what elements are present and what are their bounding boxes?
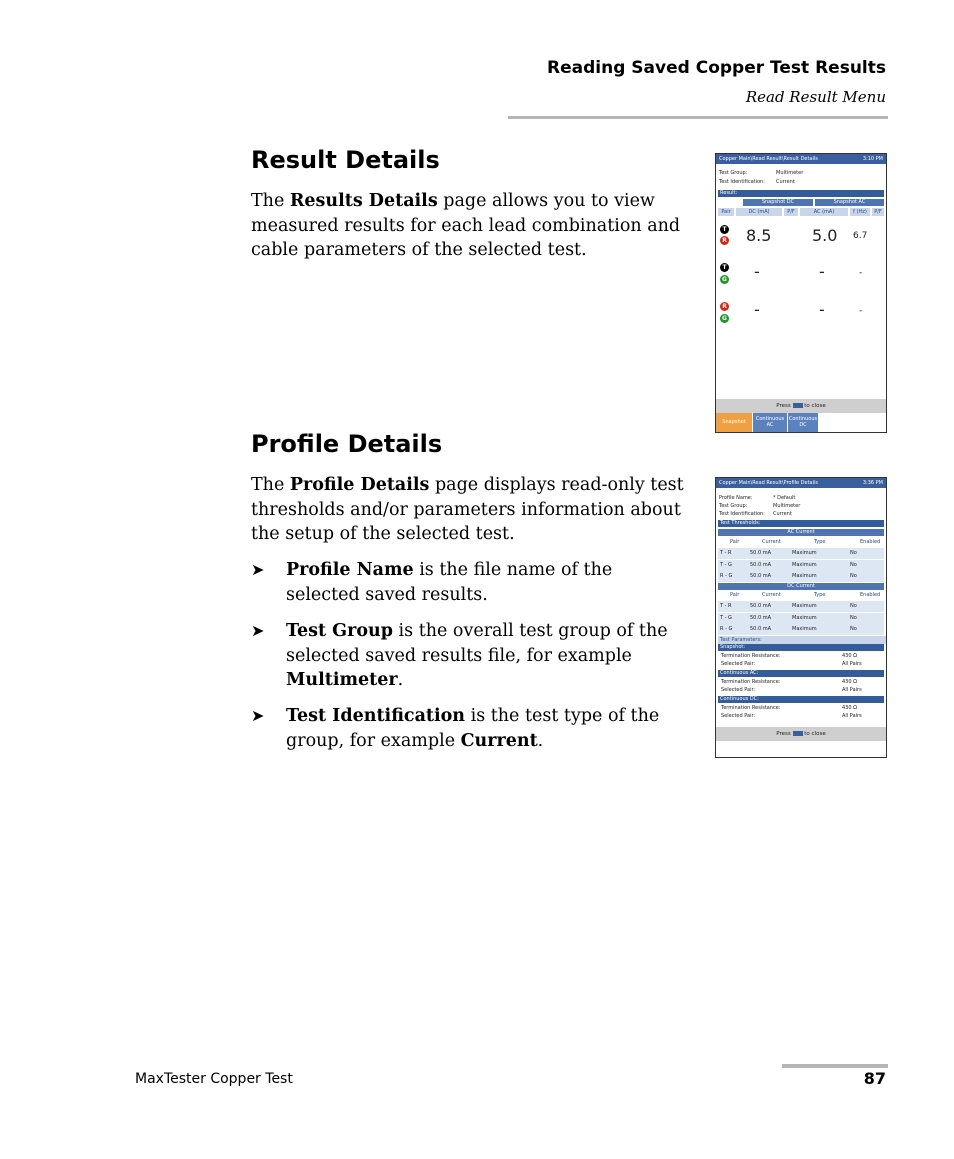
current-cell: 50.0 mA — [750, 562, 772, 568]
test-parameters-header: Test Parameters: — [718, 636, 886, 644]
running-header-subtitle: Read Result Menu — [745, 88, 886, 106]
continuous-dc-bar: Continuous DC: — [718, 696, 884, 703]
snapshot-dc-header: Snapshot DC — [743, 199, 813, 206]
bullet-body: . — [397, 670, 404, 690]
test-id-label: Test Identification: — [719, 179, 765, 185]
footer-title: MaxTester Copper Test — [135, 1071, 293, 1087]
continuous-ac-bar: Continuous AC: — [718, 670, 884, 677]
type-cell: Maximum — [792, 550, 817, 556]
col-pair: Pair — [730, 592, 740, 598]
pair-cell: R - G — [720, 626, 733, 632]
press-text: Press — [776, 731, 791, 737]
dc-value: - — [754, 262, 760, 281]
current-cell: 50.0 mA — [750, 550, 772, 556]
col-type: Type — [814, 539, 826, 545]
termination-resistance-label: Termination Resistance: — [721, 653, 781, 659]
result-details-screenshot — [715, 153, 887, 433]
termination-resistance-value: 430 Ω — [842, 653, 857, 659]
screen-title: Copper Main\Read Result\Profile Details — [719, 480, 818, 486]
frequency-value: - — [859, 306, 863, 316]
enabled-cell: No — [850, 550, 857, 556]
col-frequency: f (Hz) — [850, 208, 870, 216]
running-header-title: Reading Saved Copper Test Results — [547, 58, 886, 78]
termination-resistance-value: 430 Ω — [842, 705, 857, 711]
test-id-value: Current — [776, 179, 795, 185]
lead-r-icon: R — [720, 236, 729, 245]
table-row — [718, 624, 884, 635]
snapshot-ac-header: Snapshot AC — [815, 199, 884, 206]
ac-value: - — [819, 262, 825, 281]
result-bar: Result: — [718, 190, 884, 197]
selected-pair-label: Selected Pair: — [721, 661, 756, 667]
col-pair: Pair — [718, 208, 734, 216]
test-group-label: Test Group: — [719, 170, 748, 176]
page-number: 87 — [863, 1069, 886, 1088]
col-ac: AC (mA) — [800, 208, 848, 216]
selected-pair-value: All Pairs — [842, 713, 862, 719]
pair-cell: R - G — [720, 573, 733, 579]
frequency-value: 6.7 — [853, 231, 868, 241]
ac-current-header: AC Current — [718, 529, 884, 536]
lead-g-icon: G — [720, 314, 729, 323]
table-row — [718, 613, 884, 624]
para-text: The — [251, 191, 290, 211]
result-details-heading: Result Details — [251, 146, 440, 174]
bullet-arrow-icon: ➤ — [251, 621, 265, 640]
bullet-bold: Multimeter — [286, 670, 398, 690]
col-enabled: Enabled — [860, 592, 881, 598]
type-cell: Maximum — [792, 562, 817, 568]
screen-time: 3:10 PM — [862, 156, 883, 162]
test-group-value: Multimeter — [773, 503, 801, 509]
selected-pair-value: All Pairs — [842, 687, 862, 693]
press-to-close-bar — [716, 727, 886, 741]
termination-resistance-value: 430 Ω — [842, 679, 857, 685]
table-row — [718, 560, 884, 571]
back-arrow-icon — [793, 731, 803, 736]
col-current: Current — [762, 592, 781, 598]
bullet-body: is the file name of the selected saved results. — [286, 560, 613, 605]
bullet-arrow-icon: ➤ — [251, 560, 265, 579]
para-text: The — [251, 475, 290, 495]
type-cell: Maximum — [792, 626, 817, 632]
lead-r-icon: R — [720, 302, 729, 311]
selected-pair-label: Selected Pair: — [721, 713, 756, 719]
col-pf: P/F — [872, 208, 884, 216]
header-rule — [508, 116, 888, 119]
snapshot-bar: Snapshot: — [718, 644, 884, 651]
enabled-cell: No — [850, 615, 857, 621]
bullet-text — [286, 558, 681, 607]
current-cell: 50.0 mA — [750, 626, 772, 632]
frequency-value: - — [859, 268, 863, 278]
enabled-cell: No — [850, 562, 857, 568]
bullet-bold: Test Group — [286, 621, 393, 641]
table-row — [718, 571, 884, 582]
press-to-close-bar — [716, 399, 886, 413]
selected-pair-label: Selected Pair: — [721, 687, 756, 693]
pair-cell: T - R — [720, 550, 732, 556]
bullet-bold: Test Identification — [286, 706, 466, 726]
test-id-label: Test Identification: — [719, 511, 765, 517]
test-group-label: Test Group: — [719, 503, 748, 509]
bullet-bold: Current — [460, 730, 538, 751]
tab-continuous-ac[interactable]: Continuous AC — [753, 413, 787, 432]
table-row — [718, 601, 884, 612]
lead-t-icon: T — [720, 263, 729, 272]
pair-cell: T - R — [720, 603, 732, 609]
thresholds-bar: Test Thresholds: — [718, 520, 884, 527]
pair-cell: T - G — [720, 615, 732, 621]
para-text: page allows you to view measured results for each lead combination and cable parameters of the selected test. — [251, 191, 681, 260]
bullet-bold: Profile Name — [286, 560, 414, 580]
current-cell: 50.0 mA — [750, 573, 772, 579]
table-row — [718, 548, 884, 559]
lead-t-icon: T — [720, 225, 729, 234]
ac-value: - — [819, 300, 825, 319]
col-dc: DC (mA) — [736, 208, 782, 216]
bullet-body: is the overall test group of the selected saved results file, for example — [286, 621, 668, 666]
bullet-profile-name — [251, 558, 681, 607]
press-text: to close — [804, 403, 826, 409]
back-arrow-icon — [793, 403, 803, 408]
bullet-test-group — [251, 619, 681, 693]
profile-details-paragraph — [251, 473, 696, 547]
screen-title-bar — [716, 478, 886, 488]
test-id-value: Current — [773, 511, 792, 517]
para-text: page displays read-only test thresholds and/or parameters information about the setup of the selected test. — [251, 475, 684, 544]
col-current: Current — [762, 539, 781, 545]
pair-cell: T - G — [720, 562, 732, 568]
profile-details-heading: Profile Details — [251, 430, 443, 458]
enabled-cell: No — [850, 603, 857, 609]
profile-name-label: Profile Name: — [719, 495, 753, 501]
current-cell: 50.0 mA — [750, 615, 772, 621]
col-enabled: Enabled — [860, 539, 881, 545]
screen-title-bar — [716, 154, 886, 164]
ac-value: 5.0 — [812, 226, 838, 245]
profile-details-screenshot — [715, 477, 887, 758]
dc-value: 8.5 — [746, 226, 772, 245]
col-type: Type — [814, 592, 826, 598]
bullet-body: is the test type of the group, for example — [286, 706, 660, 751]
result-details-paragraph — [251, 189, 696, 263]
tab-continuous-dc[interactable]: Continuous DC — [788, 413, 818, 432]
screen-time: 3:36 PM — [862, 480, 883, 486]
termination-resistance-label: Termination Resistance: — [721, 705, 781, 711]
tab-snapshot[interactable]: Snapshot — [716, 413, 752, 432]
col-pair: Pair — [730, 539, 740, 545]
current-cell: 50.0 mA — [750, 603, 772, 609]
enabled-cell: No — [850, 573, 857, 579]
type-cell: Maximum — [792, 603, 817, 609]
type-cell: Maximum — [792, 615, 817, 621]
footer-rule — [782, 1064, 888, 1068]
bullet-arrow-icon: ➤ — [251, 706, 265, 725]
press-text: Press — [776, 403, 791, 409]
test-group-value: Multimeter — [776, 170, 804, 176]
bullet-text — [286, 619, 681, 693]
enabled-cell: No — [850, 626, 857, 632]
para-bold: Results Details — [289, 191, 438, 211]
bullet-text — [286, 704, 716, 753]
bullet-body: . — [537, 730, 544, 751]
press-text: to close — [804, 731, 826, 737]
bullet-test-identification — [251, 704, 716, 753]
type-cell: Maximum — [792, 573, 817, 579]
termination-resistance-label: Termination Resistance: — [721, 679, 781, 685]
selected-pair-value: All Pairs — [842, 661, 862, 667]
para-bold: Profile Details — [289, 475, 430, 495]
dc-current-header: DC Current — [718, 583, 884, 590]
profile-name-value: * Default — [773, 495, 796, 501]
col-pf: P/F — [784, 208, 798, 216]
lead-g-icon: G — [720, 275, 729, 284]
screen-title: Copper Main\Read Result\Result Details — [719, 156, 818, 162]
dc-value: - — [754, 300, 760, 319]
